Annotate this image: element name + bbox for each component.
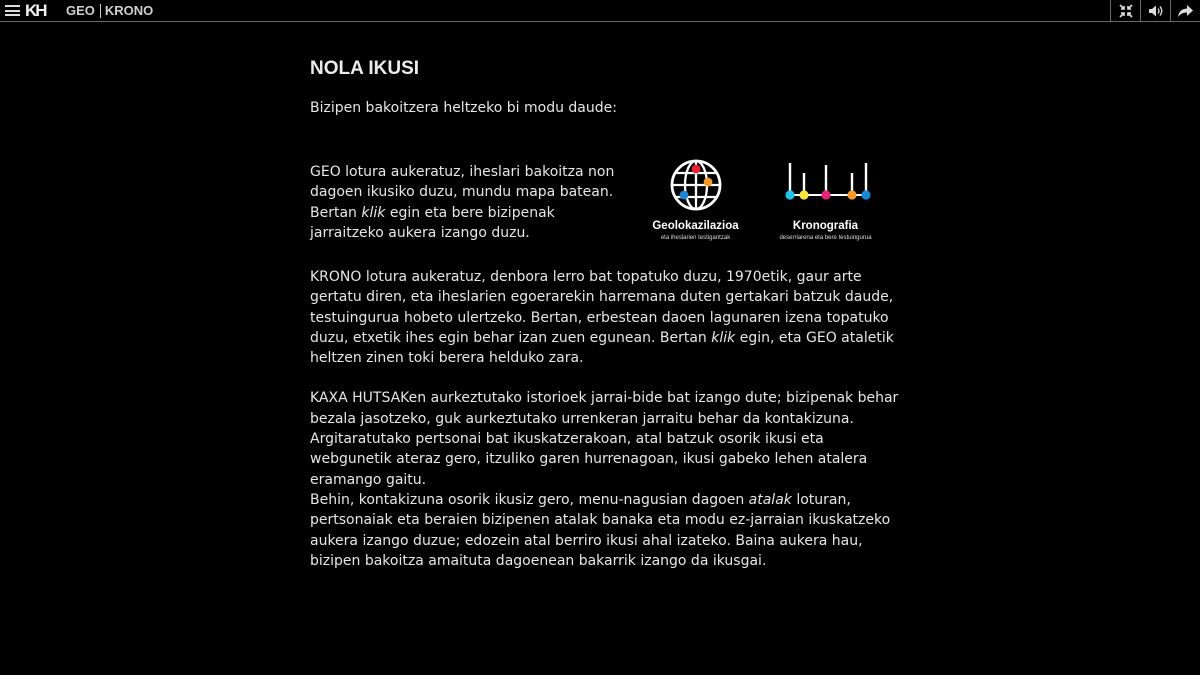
- main-content: [310, 52, 900, 571]
- timeline-icon: [778, 157, 874, 213]
- geo-link[interactable]: [643, 157, 748, 242]
- atalak-emphasis: atalak: [748, 491, 792, 508]
- kaxa-paragraph-3: Behin, kontakizuna osorik ikusiz gero, menu-nagusian dagoen atalak loturan, pertsonaiak eta beraien bizipenen atalak banaka eta modu ez-jarraian ikuskatzeko aukera izango duzue; edozein atal berriro ikusi ahal izateko. Baina aukera hau, bizipen bakoitza amaituta dagoenean bakarrik izango da ikusgai.: [310, 491, 891, 569]
- nav-link-geo[interactable]: GEO: [66, 3, 95, 18]
- kaxa-paragraph-1: KAXA HUTSAKen aurkeztutako istorioek jarrai-bide bat izango dute; bizipenak behar bezala jasotzeko, guk aurkeztutako urrenkeran jarraitu behar da kontakizuna.: [310, 390, 899, 427]
- top-nav: [66, 3, 153, 19]
- menu-icon[interactable]: [5, 4, 20, 17]
- klik-emphasis: klik: [361, 204, 386, 221]
- intro-text: Bizipen bakoitzera heltzeko bi modu daude:: [310, 100, 617, 116]
- krono-icon-subtitle: deserriarena eta bere testuingurua: [779, 235, 872, 241]
- krono-dot-3: [821, 190, 830, 199]
- krono-dot-5: [861, 190, 870, 199]
- kaxa-paragraph-2: Argitaratutako pertsonai bat ikuskatzerakoan, atal batzuk osorik ikusi eta webgunetik ateraz gero, itzuliko garen hurrenagoan, ikusi gabeko lehen atalera eramango gaitu.: [310, 431, 868, 488]
- kaxa-hutsak-section: [310, 388, 900, 571]
- krono-dot-4: [847, 190, 856, 199]
- site-logo[interactable]: KH: [25, 1, 46, 20]
- top-icon-group: [1110, 0, 1200, 22]
- krono-link[interactable]: [763, 157, 888, 242]
- geo-dot-3: [679, 191, 688, 200]
- nav-link-krono[interactable]: KRONO: [104, 3, 154, 18]
- geo-section: [310, 162, 900, 244]
- volume-icon[interactable]: [1140, 0, 1170, 21]
- geo-dot-2: [703, 178, 712, 187]
- krono-paragraph: KRONO lotura aukeratuz, denbora lerro bat topatuko duzu, 1970etik, gaur arte gertatu diren, eta iheslarien egoerarekin harremana duten gertakari batzuk daude, testuingurua hobeto ulertzeko. Bertan, erbestean daoen lagunaren izena topatuko duzu, etxetik ihes egin behar izan zuen egunean. Bertan klik egin, eta GEO ataletik heltzen zinen toki berera helduko zara.: [310, 269, 894, 367]
- klik-emphasis: klik: [711, 329, 736, 346]
- geo-icon-label: Geolokazilazioa: [652, 220, 739, 232]
- geo-paragraph: GEO lotura aukeratuz, iheslari bakoitza non dagoen ikusiko duzu, mundu mapa batean. Bertan klik egin eta bere bizipenak jarraitzeko aukera izango duzu.: [310, 164, 615, 241]
- krono-dot-1: [785, 190, 794, 199]
- globe-icon: [668, 157, 724, 213]
- top-bar: [0, 0, 1200, 22]
- krono-icon-label: Kronografia: [792, 220, 859, 232]
- collapse-icon[interactable]: [1110, 0, 1140, 21]
- nav-divider: [100, 4, 101, 18]
- krono-dot-2: [799, 190, 808, 199]
- share-icon[interactable]: [1170, 0, 1200, 21]
- geo-icon-subtitle: eta iheslarien testigantzak: [660, 235, 731, 241]
- page-title: NOLA IKUSI: [310, 58, 420, 79]
- geo-dot-1: [691, 165, 700, 174]
